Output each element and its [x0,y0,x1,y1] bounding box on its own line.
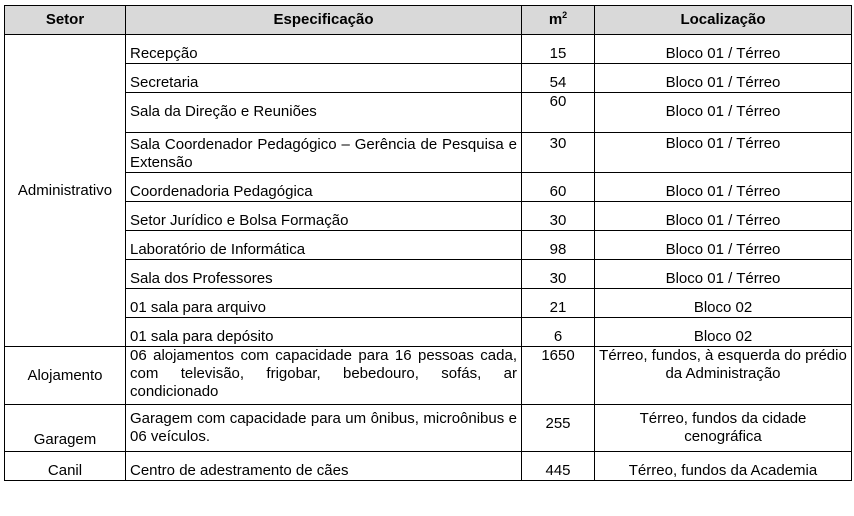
table-row [5,93,852,133]
spec-cell: Sala Coordenador Pedagógico – Gerência de Pesquisa e Extensão [126,133,522,173]
loc-cell: Bloco 01 / Térreo [595,260,852,289]
table-row [5,64,852,93]
table-row [5,202,852,231]
loc-cell: Térreo, fundos da cidade cenográfica [595,405,852,452]
setor-cell: Alojamento [5,347,126,405]
spec-cell: 01 sala para arquivo [126,289,522,318]
spec-cell: Sala da Direção e Reuniões [126,93,522,133]
table-row [5,260,852,289]
setor-cell: Administrativo [5,35,126,347]
spec-cell: 01 sala para depósito [126,318,522,347]
loc-cell: Bloco 01 / Térreo [595,173,852,202]
loc-cell: Bloco 02 [595,318,852,347]
m2-cell: 60 [522,173,595,202]
table-row [5,133,852,173]
header-m2 [522,6,595,35]
header-setor: Setor [5,6,126,35]
m2-cell: 60 [522,93,595,133]
m2-cell: 54 [522,64,595,93]
loc-cell: Bloco 01 / Térreo [595,35,852,64]
sectors-table [4,5,852,481]
m2-cell: 445 [522,452,595,481]
spec-cell: Secretaria [126,64,522,93]
header-localizacao: Localização [595,6,852,35]
loc-cell: Térreo, fundos da Academia [595,452,852,481]
m2-cell: 30 [522,260,595,289]
spec-cell: Recepção [126,35,522,64]
spec-cell: Laboratório de Informática [126,231,522,260]
table-row [5,231,852,260]
m2-cell: 30 [522,202,595,231]
table-row [5,405,852,452]
m2-cell: 6 [522,318,595,347]
loc-cell: Bloco 01 / Térreo [595,133,852,173]
spec-cell: Centro de adestramento de cães [126,452,522,481]
loc-cell: Bloco 01 / Térreo [595,93,852,133]
table-row [5,318,852,347]
m2-cell: 30 [522,133,595,173]
spec-cell: 06 alojamentos com capacidade para 16 pessoas cada, com televisão, frigobar, bebedouro, sofás, ar condicionado [126,347,522,405]
header-m2-base: m [548,11,563,28]
loc-cell: Bloco 01 / Térreo [595,231,852,260]
table-row [5,173,852,202]
header-especificacao: Especificação [126,6,522,35]
table-row [5,35,852,64]
m2-cell: 15 [522,35,595,64]
spec-cell: Setor Jurídico e Bolsa Formação [126,202,522,231]
loc-cell: Bloco 01 / Térreo [595,64,852,93]
loc-cell: Térreo, fundos, à esquerda do prédio da Administração [595,347,852,405]
m2-cell: 98 [522,231,595,260]
table-row [5,452,852,481]
table-row [5,347,852,405]
header-m2-exponent: 2 [562,10,568,20]
spec-cell: Coordenadoria Pedagógica [126,173,522,202]
setor-cell: Garagem [5,405,126,452]
table-row [5,289,852,318]
m2-cell: 21 [522,289,595,318]
m2-cell: 1650 [522,347,595,405]
loc-cell: Bloco 02 [595,289,852,318]
spec-cell: Sala dos Professores [126,260,522,289]
loc-cell: Bloco 01 / Térreo [595,202,852,231]
header-row [5,6,852,35]
spec-cell: Garagem com capacidade para um ônibus, microônibus e 06 veículos. [126,405,522,452]
setor-cell: Canil [5,452,126,481]
m2-cell: 255 [522,405,595,452]
